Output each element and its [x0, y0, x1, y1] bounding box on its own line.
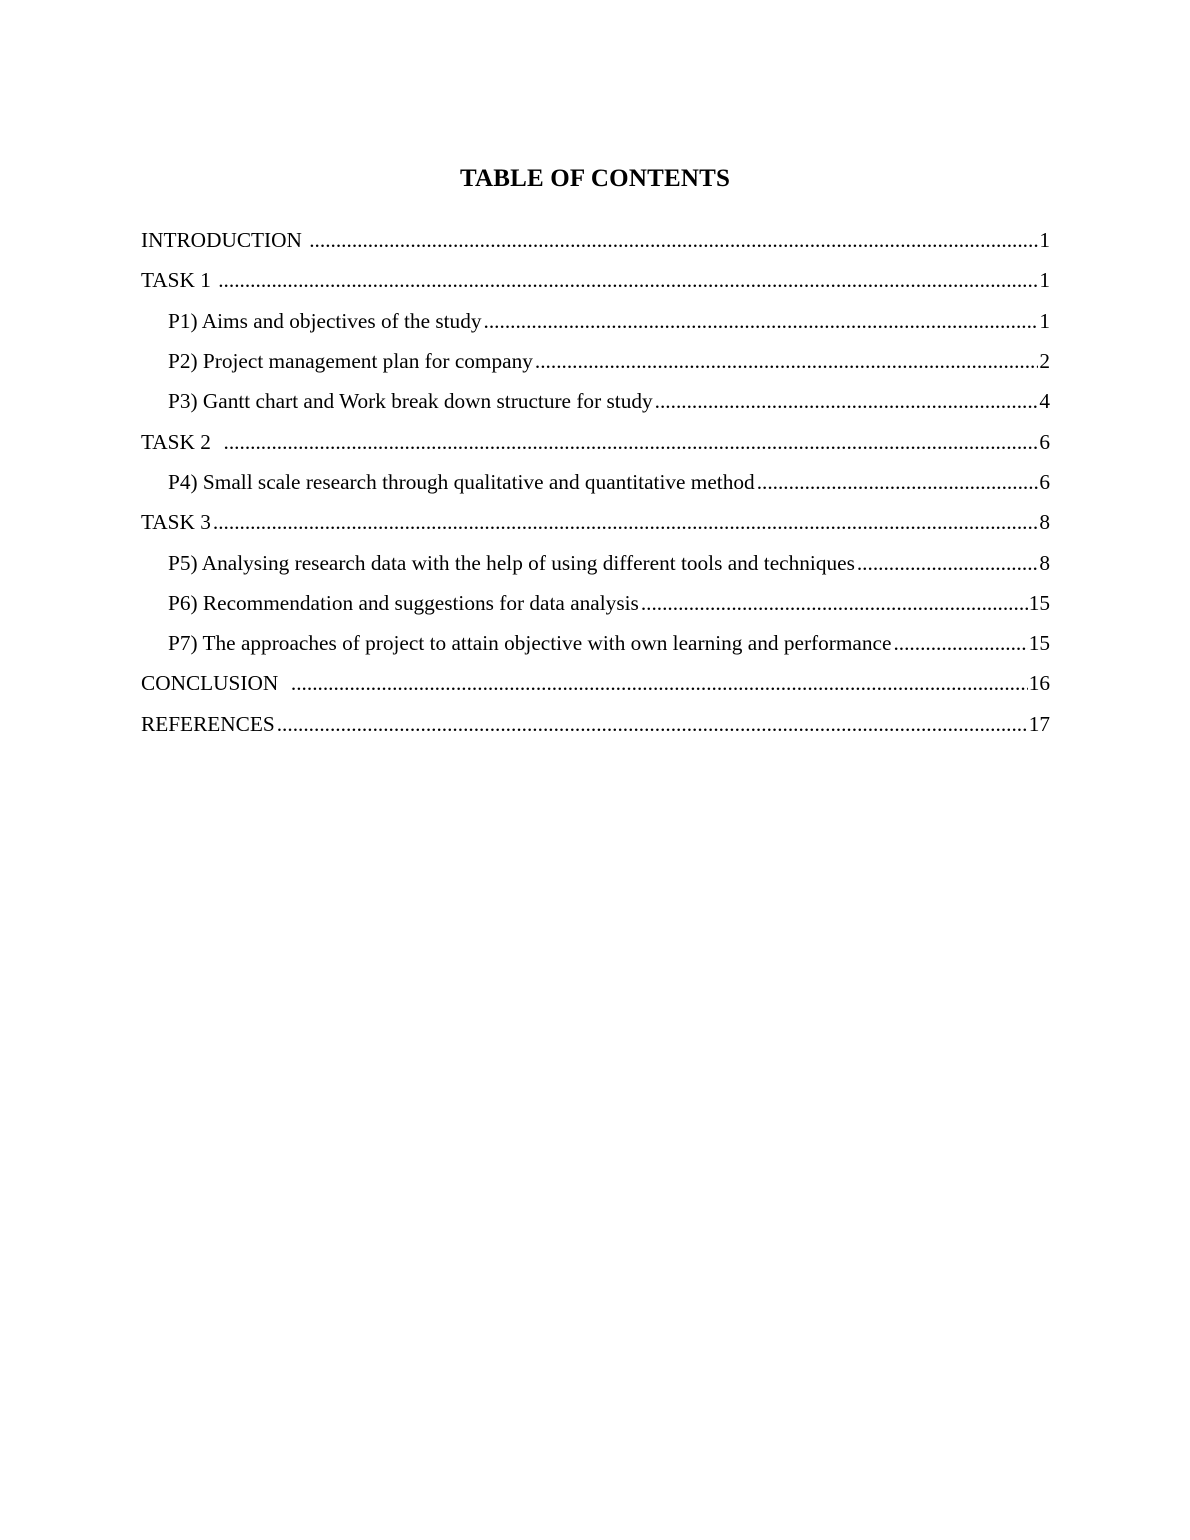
toc-leader-dots	[213, 506, 1038, 538]
toc-entry-label: P3) Gantt chart and Work break down structure for study	[168, 385, 655, 417]
toc-page-number: 15	[1028, 590, 1050, 615]
toc-entry-label: P2) Project management plan for company	[168, 345, 535, 377]
toc-page-number: 16	[1028, 671, 1050, 696]
toc-leader-dots	[291, 667, 1028, 699]
toc-entry-p3[interactable]	[141, 381, 1050, 421]
toc-page-number: 4	[1039, 389, 1050, 414]
toc-entry-references[interactable]	[141, 704, 1050, 744]
toc-entry-label: P1) Aims and objectives of the study	[168, 305, 484, 337]
toc-leader-dots	[757, 466, 1039, 498]
toc-leader-dots	[641, 587, 1028, 619]
toc-page-number: 17	[1028, 711, 1050, 736]
toc-leader-dots	[224, 426, 1039, 458]
toc-page-number: 1	[1039, 228, 1050, 253]
toc-leader-dots	[484, 305, 1039, 337]
toc-entry-task-3[interactable]	[141, 502, 1050, 542]
toc-leader-dots	[893, 627, 1027, 659]
toc-entry-label: TASK 3	[141, 506, 213, 538]
toc-leader-dots	[535, 345, 1038, 377]
toc-leader-dots	[655, 385, 1039, 417]
toc-leader-dots	[218, 264, 1038, 296]
toc-leader-dots	[857, 547, 1038, 579]
toc-entry-p5[interactable]	[141, 542, 1050, 582]
toc-entry-label: INTRODUCTION	[141, 224, 309, 256]
toc-heading: TABLE OF CONTENTS	[459, 165, 731, 192]
toc-entry-label: P7) The approaches of project to attain objective with own learning and performance	[168, 627, 893, 659]
toc-page-number: 8	[1039, 550, 1050, 575]
toc-entry-label: TASK 1	[141, 264, 218, 296]
toc-page-number: 1	[1039, 308, 1050, 333]
toc-entry-p2[interactable]	[141, 341, 1050, 381]
toc-entry-label: CONCLUSION	[141, 667, 291, 699]
toc-leader-dots	[277, 708, 1028, 740]
toc-entry-label: REFERENCES	[141, 708, 277, 740]
toc-entry-label: P4) Small scale research through qualitative and quantitative method	[168, 466, 757, 498]
toc-entry-label: P5) Analysing research data with the help of using different tools and techniques	[168, 547, 857, 579]
toc-entry-p4[interactable]	[141, 462, 1050, 502]
toc-entry-p7[interactable]	[141, 623, 1050, 663]
toc-entry-p6[interactable]	[141, 583, 1050, 623]
toc-entry-introduction[interactable]	[141, 220, 1050, 260]
toc-leader-dots	[309, 224, 1038, 256]
toc-page-number: 6	[1039, 429, 1050, 454]
toc-list	[141, 220, 1050, 744]
toc-entry-task-1[interactable]	[141, 260, 1050, 300]
toc-page-number: 2	[1039, 349, 1050, 374]
toc-page-number: 6	[1039, 469, 1050, 494]
toc-entry-conclusion[interactable]	[141, 663, 1050, 703]
toc-page-number: 8	[1039, 510, 1050, 535]
toc-page-number: 15	[1028, 631, 1050, 656]
toc-entry-task-2[interactable]	[141, 421, 1050, 461]
toc-entry-label: P6) Recommendation and suggestions for data analysis	[168, 587, 641, 619]
toc-entry-p1[interactable]	[141, 301, 1050, 341]
toc-page-number: 1	[1039, 268, 1050, 293]
toc-entry-label: TASK 2	[141, 426, 224, 458]
